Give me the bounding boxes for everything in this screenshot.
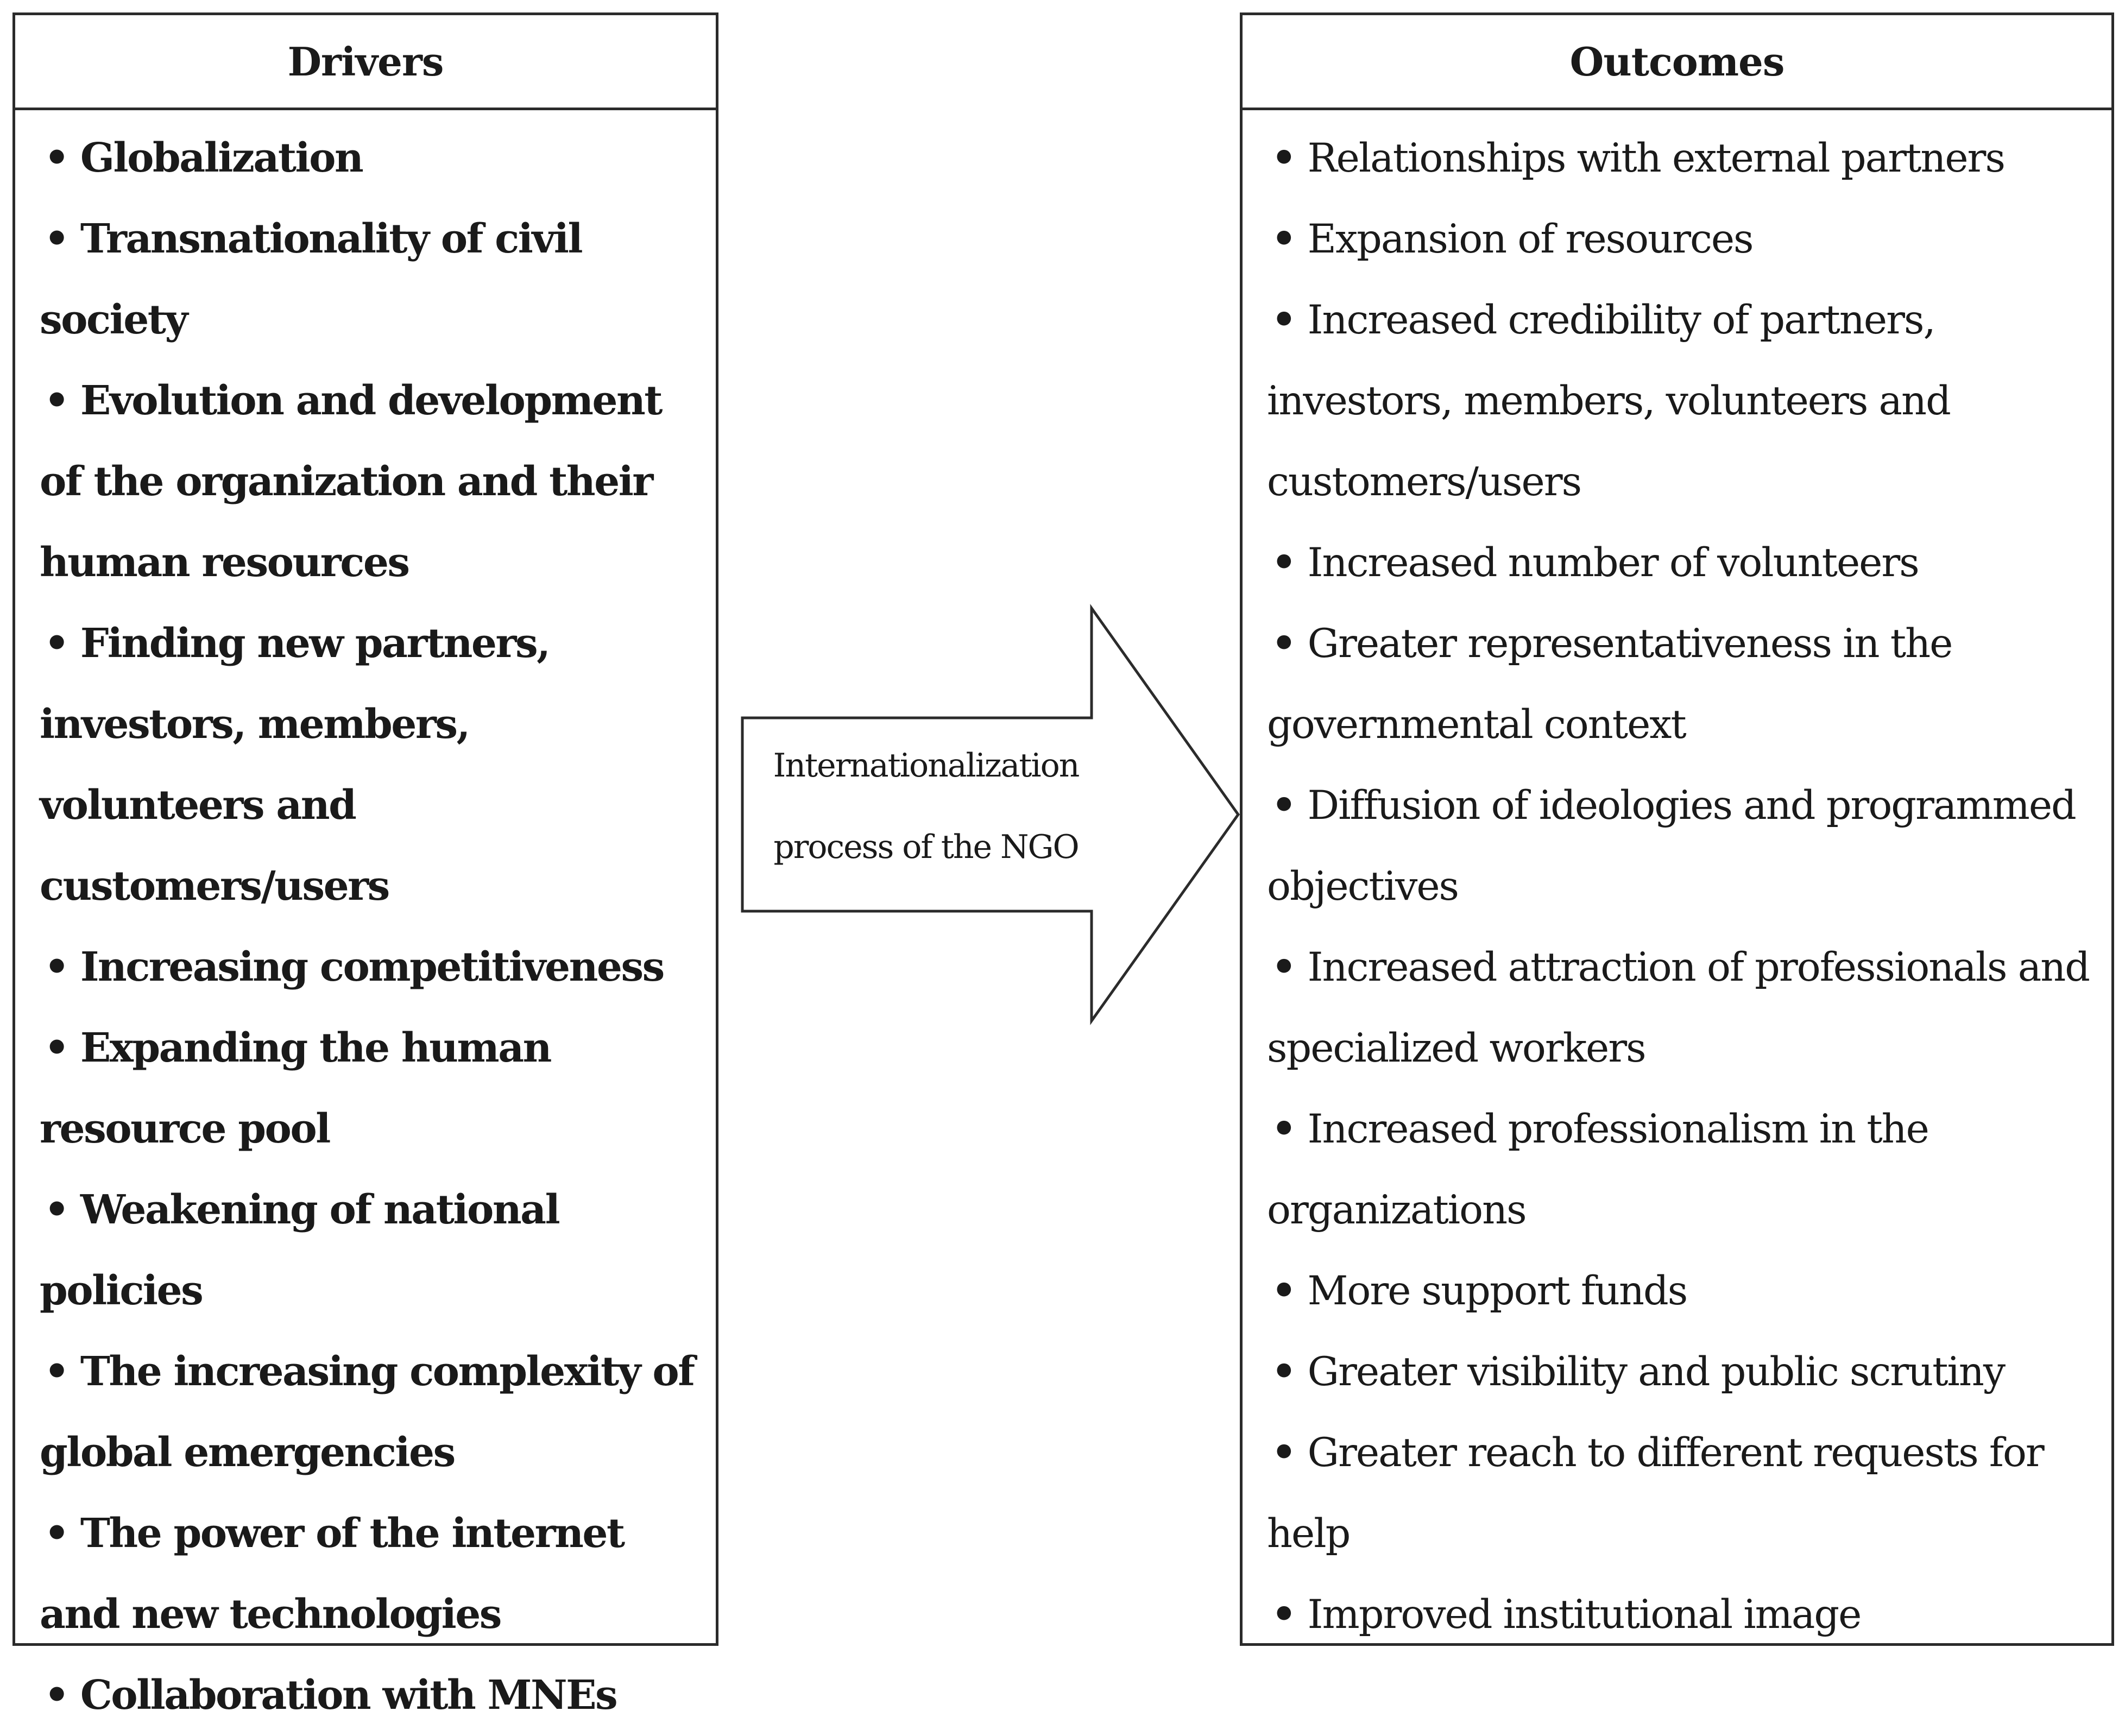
outcome-text: Expansion of resources <box>1307 216 1753 262</box>
driver-text: The increasing complexity of global emergencies <box>40 1348 694 1476</box>
process-label-line1: Internationalization <box>773 747 1079 785</box>
drivers-box <box>12 12 718 1719</box>
list-item <box>1267 280 2101 522</box>
driver-text: Evolution and development of the organization and their human resources <box>40 377 661 586</box>
bullet-icon: • <box>44 1348 68 1395</box>
bullet-icon: • <box>1271 620 1296 667</box>
process-arrow <box>736 603 1246 1026</box>
list-item <box>40 1170 705 1331</box>
bullet-icon: • <box>1271 782 1296 829</box>
list-item <box>1267 603 2101 765</box>
outcomes-box <box>1240 12 2114 1646</box>
arrow-icon <box>736 603 1246 1026</box>
process-label-line2: process of the NGO <box>773 828 1079 866</box>
outcomes-list <box>1243 110 2111 1655</box>
list-item <box>40 118 705 199</box>
driver-text: Collaboration with MNEs <box>80 1672 617 1719</box>
drivers-list <box>15 110 716 1736</box>
driver-text: Expanding the human resource pool <box>40 1025 551 1152</box>
outcome-text: Greater representativeness in the governmental context <box>1267 621 1952 748</box>
list-item <box>40 199 705 361</box>
list-item <box>40 927 705 1008</box>
bullet-icon: • <box>1271 1348 1296 1395</box>
drivers-header: Drivers <box>15 15 716 110</box>
list-item <box>40 361 705 603</box>
list-item <box>1267 1412 2101 1574</box>
bullet-icon: • <box>1271 1267 1296 1314</box>
bullet-icon: • <box>44 1510 68 1557</box>
list-item <box>40 1331 705 1493</box>
driver-text: Finding new partners, investors, members, volunteers and customers/users <box>40 620 550 910</box>
list-item <box>40 1493 705 1655</box>
driver-text: The power of the internet and new technologies <box>40 1510 624 1638</box>
outcome-text: More support funds <box>1307 1268 1687 1314</box>
outcome-text: Increased number of volunteers <box>1307 540 1919 586</box>
bullet-icon: • <box>44 135 68 181</box>
bullet-icon: • <box>44 1672 68 1719</box>
list-item <box>1267 199 2101 280</box>
bullet-icon: • <box>1271 296 1296 343</box>
outcomes-header: Outcomes <box>1243 15 2111 110</box>
bullet-icon: • <box>1271 539 1296 586</box>
list-item <box>1267 522 2101 603</box>
list-item <box>40 603 705 927</box>
outcome-text: Increased professionalism in the organizations <box>1267 1106 1928 1233</box>
list-item <box>40 1655 705 1736</box>
bullet-icon: • <box>1271 1106 1296 1152</box>
outcome-text: Increased credibility of partners, investors, members, volunteers and customers/users <box>1267 297 1950 505</box>
bullet-icon: • <box>1271 135 1296 181</box>
list-item <box>1267 1331 2101 1412</box>
outcome-text: Diffusion of ideologies and programmed objectives <box>1267 782 2076 910</box>
bullet-icon: • <box>44 377 68 424</box>
driver-text: Increasing competitiveness <box>80 944 664 990</box>
bullet-icon: • <box>44 216 68 262</box>
list-item <box>1267 927 2101 1089</box>
bullet-icon: • <box>44 620 68 667</box>
list-item <box>1267 1251 2101 1331</box>
list-item <box>1267 118 2101 199</box>
driver-text: Globalization <box>80 135 363 181</box>
outcome-text: Improved institutional image <box>1307 1592 1861 1638</box>
bullet-icon: • <box>1271 944 1296 990</box>
driver-text: Transnationality of civil society <box>40 216 582 343</box>
outcome-text: Greater reach to different requests for help <box>1267 1430 2044 1557</box>
bullet-icon: • <box>44 944 68 990</box>
bullet-icon: • <box>44 1186 68 1233</box>
list-item <box>1267 765 2101 927</box>
list-item <box>1267 1574 2101 1655</box>
outcome-text: Relationships with external partners <box>1307 135 2004 181</box>
bullet-icon: • <box>1271 1429 1296 1476</box>
driver-text: Weakening of national policies <box>40 1186 559 1314</box>
bullet-icon: • <box>1271 1591 1296 1638</box>
list-item <box>40 1008 705 1170</box>
outcome-text: Greater visibility and public scrutiny <box>1307 1349 2005 1395</box>
bullet-icon: • <box>44 1025 68 1071</box>
bullet-icon: • <box>1271 216 1296 262</box>
list-item <box>1267 1089 2101 1251</box>
outcome-text: Increased attraction of professionals and specialized workers <box>1267 944 2089 1071</box>
